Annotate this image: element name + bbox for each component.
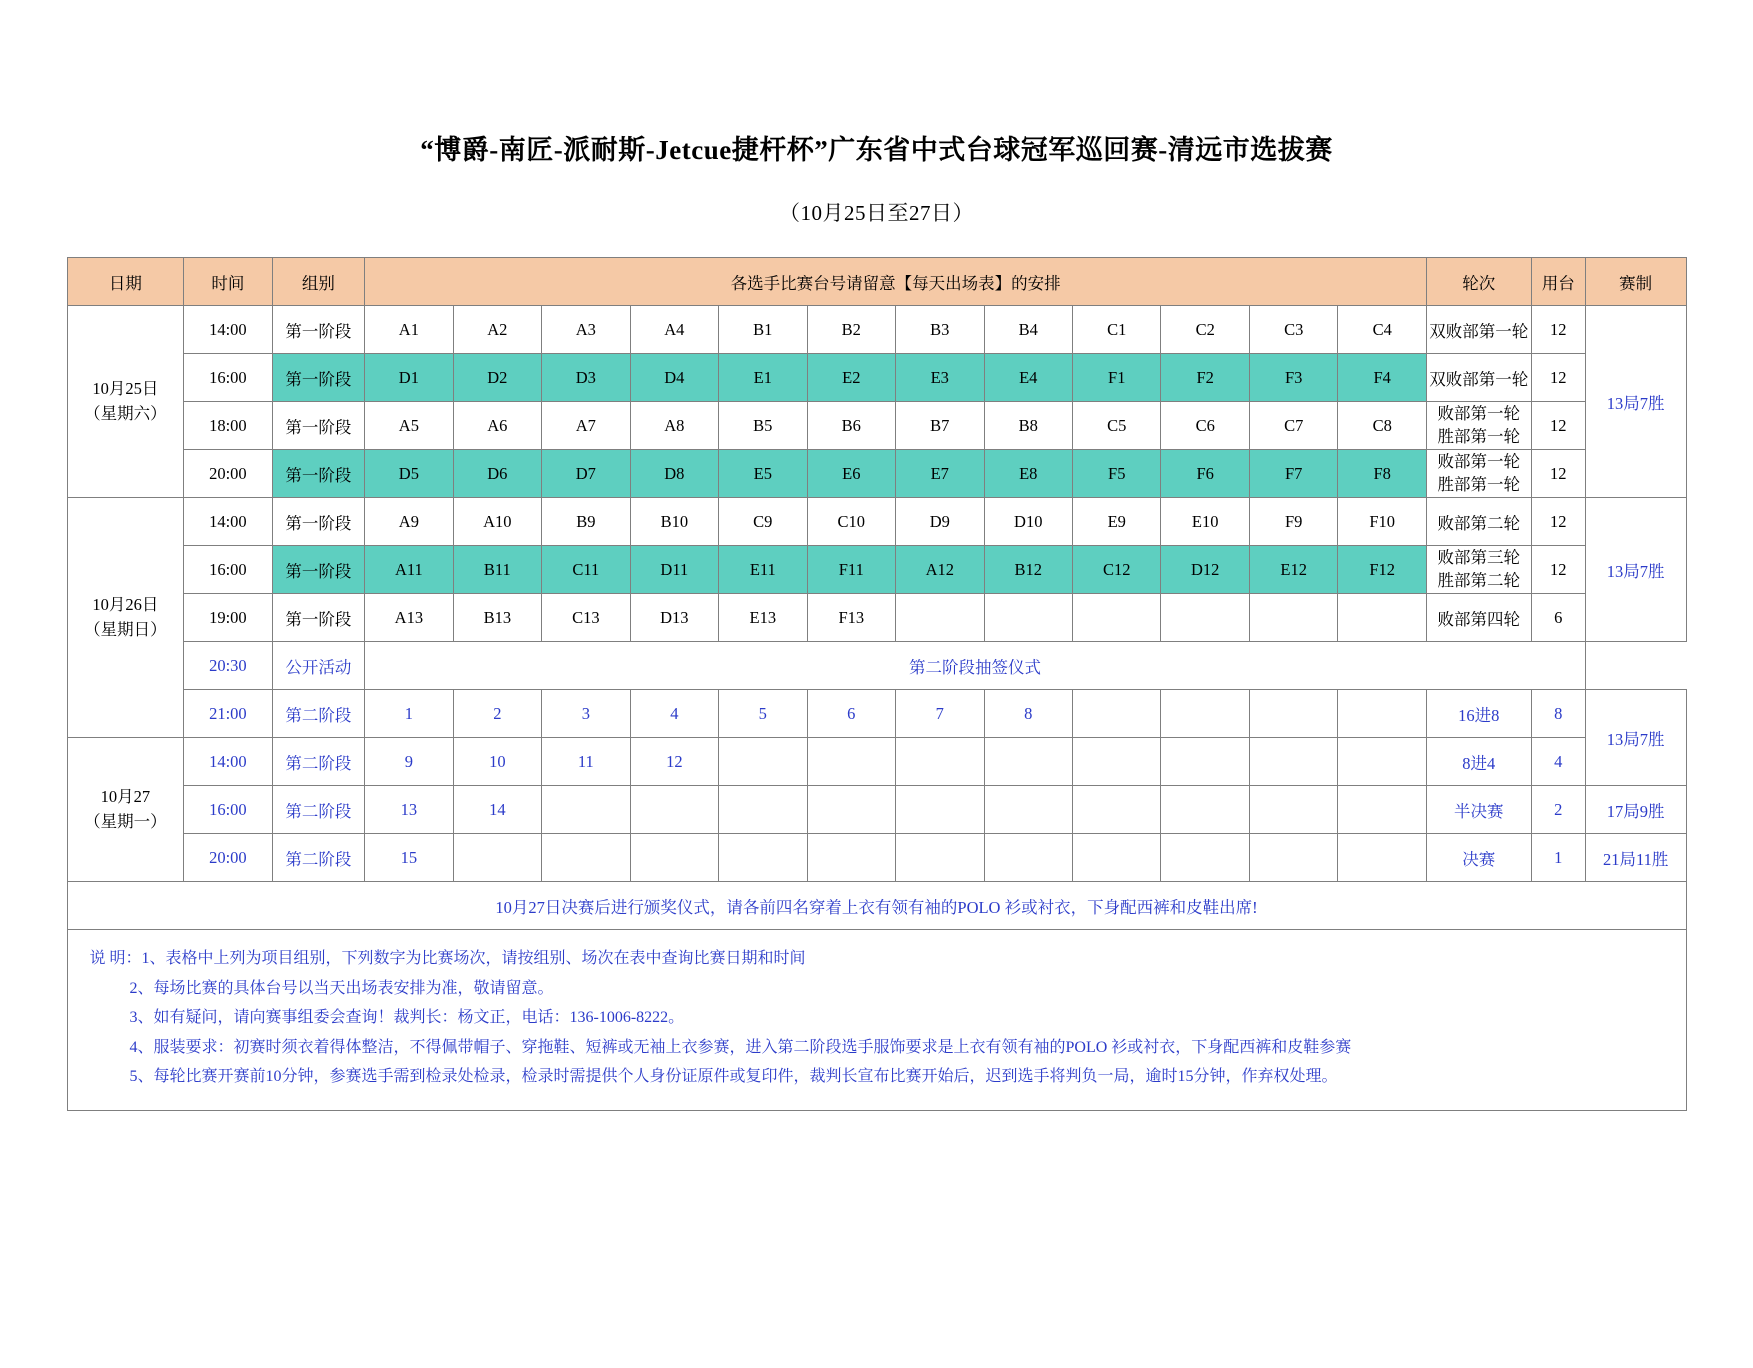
cell-group: 第二阶段 (272, 786, 365, 834)
cell-format: 17局9胜 (1585, 786, 1686, 834)
cell-time: 18:00 (184, 402, 272, 450)
document-page (0, 128, 1753, 1368)
cell-slot: F4 (1338, 354, 1427, 402)
cell-slot: A12 (896, 546, 984, 594)
cell-slot (630, 834, 718, 882)
cell-slot: 7 (896, 690, 984, 738)
cell-group: 公开活动 (272, 642, 365, 690)
cell-tables: 12 (1531, 450, 1585, 498)
cell-round: 败部第一轮 胜部第一轮 (1427, 450, 1532, 498)
cell-slot: B8 (984, 402, 1072, 450)
cell-slot (1073, 594, 1161, 642)
table-row (67, 450, 1686, 498)
cell-slot: 14 (453, 786, 541, 834)
cell-slot (984, 594, 1072, 642)
cell-slot: D4 (630, 354, 718, 402)
notes-box (67, 930, 1687, 1111)
cell-slot: C2 (1161, 306, 1249, 354)
cell-slot: A13 (365, 594, 453, 642)
table-row (67, 690, 1686, 738)
cell-slot: A8 (630, 402, 718, 450)
cell-slot: D12 (1161, 546, 1249, 594)
cell-date: 10月25日 （星期六） (67, 306, 184, 498)
cell-slot: B9 (542, 498, 630, 546)
cell-slot (1249, 690, 1337, 738)
cell-slot: C3 (1249, 306, 1337, 354)
cell-time: 19:00 (184, 594, 272, 642)
table-row (67, 738, 1686, 786)
cell-slot (896, 738, 984, 786)
cell-round: 败部第一轮 胜部第一轮 (1427, 402, 1532, 450)
cell-slot (984, 786, 1072, 834)
cell-slot (807, 738, 895, 786)
cell-slot: 4 (630, 690, 718, 738)
cell-slot: B4 (984, 306, 1072, 354)
cell-slot: C9 (719, 498, 807, 546)
header-format: 赛制 (1585, 258, 1686, 306)
cell-slot: B7 (896, 402, 984, 450)
cell-slot: C7 (1249, 402, 1337, 450)
cell-slot (807, 786, 895, 834)
cell-tables: 2 (1531, 786, 1585, 834)
note-line-4: 4、服装要求：初赛时须衣着得体整洁，不得佩带帽子、穿拖鞋、短裤或无袖上衣参赛，进入第二阶段选手服饰要求是上衣有领有袖的POLO 衫或衬衣，下身配西裤和皮鞋参赛 (129, 1038, 1352, 1056)
cell-date: 10月27 （星期一） (67, 738, 184, 882)
cell-slot: D6 (453, 450, 541, 498)
cell-slot: A10 (453, 498, 541, 546)
cell-slot: A2 (453, 306, 541, 354)
cell-notice: 10月27日决赛后进行颁奖仪式，请各前四名穿着上衣有领有袖的POLO 衫或衬衣，下身配西裤和皮鞋出席! (67, 882, 1686, 930)
cell-slot: B2 (807, 306, 895, 354)
cell-tables: 4 (1531, 738, 1585, 786)
cell-tables: 8 (1531, 690, 1585, 738)
cell-time: 21:00 (184, 690, 272, 738)
header-slots: 各选手比赛台号请留意【每天出场表】的安排 (365, 258, 1427, 306)
cell-slot (1249, 786, 1337, 834)
cell-slot: A4 (630, 306, 718, 354)
cell-format: 13局7胜 (1585, 306, 1686, 498)
cell-tables: 1 (1531, 834, 1585, 882)
cell-date: 10月26日 （星期日） (67, 498, 184, 738)
cell-slot: F5 (1073, 450, 1161, 498)
cell-slot (1338, 834, 1427, 882)
cell-tables: 12 (1531, 306, 1585, 354)
cell-group: 第二阶段 (272, 738, 365, 786)
cell-slot (542, 786, 630, 834)
table-row (67, 786, 1686, 834)
cell-slot: F7 (1249, 450, 1337, 498)
cell-slot (1161, 690, 1249, 738)
cell-time: 20:30 (184, 642, 272, 690)
header-round: 轮次 (1427, 258, 1532, 306)
cell-slot: 3 (542, 690, 630, 738)
cell-tables: 6 (1531, 594, 1585, 642)
table-row (67, 498, 1686, 546)
cell-slot: C8 (1338, 402, 1427, 450)
cell-slot: C6 (1161, 402, 1249, 450)
cell-slot (1161, 594, 1249, 642)
cell-slot: D7 (542, 450, 630, 498)
cell-slot: D2 (453, 354, 541, 402)
cell-tables: 12 (1531, 546, 1585, 594)
cell-round: 败部第三轮 胜部第二轮 (1427, 546, 1532, 594)
cell-slot: D13 (630, 594, 718, 642)
cell-slot: A6 (453, 402, 541, 450)
cell-slot: B5 (719, 402, 807, 450)
cell-slot: F12 (1338, 546, 1427, 594)
cell-slot: 15 (365, 834, 453, 882)
cell-slot: F13 (807, 594, 895, 642)
schedule-body (67, 306, 1686, 930)
cell-slot: F1 (1073, 354, 1161, 402)
cell-slot (453, 834, 541, 882)
note-line-3: 3、如有疑问，请向赛事组委会查询！裁判长：杨文正，电话：136-1006-8222。 (129, 1009, 685, 1027)
cell-time: 16:00 (184, 546, 272, 594)
cell-slot: D8 (630, 450, 718, 498)
cell-time: 20:00 (184, 834, 272, 882)
cell-slot: D10 (984, 498, 1072, 546)
cell-tables: 12 (1531, 498, 1585, 546)
cell-slot: D9 (896, 498, 984, 546)
cell-slot (1338, 690, 1427, 738)
cell-slot: F6 (1161, 450, 1249, 498)
cell-slot: 9 (365, 738, 453, 786)
note-line-5: 5、每轮比赛开赛前10分钟，参赛选手需到检录处检录，检录时需提供个人身份证原件或复印件，裁判长宣布比赛开始后，迟到选手将判负一局，逾时15分钟，作弃权处理。 (129, 1068, 1338, 1086)
table-row (67, 642, 1686, 690)
cell-slot: E13 (719, 594, 807, 642)
header-date: 日期 (67, 258, 184, 306)
cell-group: 第一阶段 (272, 354, 365, 402)
cell-slot: F11 (807, 546, 895, 594)
cell-slot: E10 (1161, 498, 1249, 546)
cell-slot (984, 738, 1072, 786)
cell-slot: E4 (984, 354, 1072, 402)
table-row (67, 546, 1686, 594)
cell-slot (1073, 690, 1161, 738)
cell-slot: A9 (365, 498, 453, 546)
cell-slot: E8 (984, 450, 1072, 498)
table-row (67, 594, 1686, 642)
page-title: “博爵-南匠-派耐斯-Jetcue捷杆杯”广东省中式台球冠军巡回赛-清远市选拔赛 (420, 135, 1333, 165)
cell-slot (1338, 786, 1427, 834)
cell-slot (1073, 834, 1161, 882)
cell-slot: A11 (365, 546, 453, 594)
cell-tables: 12 (1531, 402, 1585, 450)
cell-group: 第二阶段 (272, 834, 365, 882)
cell-time: 14:00 (184, 306, 272, 354)
cell-slot: E5 (719, 450, 807, 498)
cell-slot (719, 738, 807, 786)
cell-slot (1161, 834, 1249, 882)
header-tables: 用台 (1531, 258, 1585, 306)
cell-slot: B13 (453, 594, 541, 642)
schedule-table (67, 257, 1687, 930)
cell-slot (1161, 738, 1249, 786)
cell-slot (896, 594, 984, 642)
cell-format: 13局7胜 (1585, 498, 1686, 642)
cell-slot: F9 (1249, 498, 1337, 546)
cell-slot (1249, 834, 1337, 882)
cell-slot: E2 (807, 354, 895, 402)
cell-slot: A1 (365, 306, 453, 354)
cell-slot: D3 (542, 354, 630, 402)
cell-slot: E7 (896, 450, 984, 498)
cell-slot: E11 (719, 546, 807, 594)
cell-slot (1338, 594, 1427, 642)
cell-round: 败部第二轮 (1427, 498, 1532, 546)
cell-slot: E6 (807, 450, 895, 498)
cell-time: 16:00 (184, 354, 272, 402)
cell-slot: 13 (365, 786, 453, 834)
cell-slot: D5 (365, 450, 453, 498)
cell-slot: 2 (453, 690, 541, 738)
cell-slot: 12 (630, 738, 718, 786)
cell-round: 双败部第一轮 (1427, 354, 1532, 402)
cell-round: 半决赛 (1427, 786, 1532, 834)
cell-slot: E9 (1073, 498, 1161, 546)
cell-time: 20:00 (184, 450, 272, 498)
cell-slot: 11 (542, 738, 630, 786)
cell-slot: F8 (1338, 450, 1427, 498)
cell-format: 13局7胜 (1585, 690, 1686, 786)
cell-group: 第一阶段 (272, 450, 365, 498)
header-time: 时间 (184, 258, 272, 306)
cell-round: 双败部第一轮 (1427, 306, 1532, 354)
cell-time: 14:00 (184, 738, 272, 786)
cell-slot (984, 834, 1072, 882)
cell-slot: 5 (719, 690, 807, 738)
cell-slot: E3 (896, 354, 984, 402)
cell-slot: A3 (542, 306, 630, 354)
cell-slot: C10 (807, 498, 895, 546)
table-header-row (67, 258, 1686, 306)
cell-ceremony: 第二阶段抽签仪式 (365, 642, 1586, 690)
cell-tables: 12 (1531, 354, 1585, 402)
cell-group: 第一阶段 (272, 498, 365, 546)
cell-slot: B1 (719, 306, 807, 354)
cell-slot (896, 834, 984, 882)
cell-slot: D1 (365, 354, 453, 402)
cell-format: 21局11胜 (1585, 834, 1686, 882)
cell-group: 第一阶段 (272, 546, 365, 594)
cell-slot: 1 (365, 690, 453, 738)
cell-slot: 8 (984, 690, 1072, 738)
table-row (67, 306, 1686, 354)
cell-slot (1249, 738, 1337, 786)
table-row (67, 402, 1686, 450)
cell-slot: D11 (630, 546, 718, 594)
cell-slot (542, 834, 630, 882)
cell-slot: B3 (896, 306, 984, 354)
cell-slot (807, 834, 895, 882)
cell-slot: C1 (1073, 306, 1161, 354)
cell-slot (1338, 738, 1427, 786)
cell-slot: B6 (807, 402, 895, 450)
cell-slot: 6 (807, 690, 895, 738)
cell-slot: C5 (1073, 402, 1161, 450)
cell-slot (896, 786, 984, 834)
cell-group: 第一阶段 (272, 306, 365, 354)
cell-group: 第二阶段 (272, 690, 365, 738)
cell-slot: B10 (630, 498, 718, 546)
cell-slot: E1 (719, 354, 807, 402)
cell-group: 第一阶段 (272, 402, 365, 450)
cell-round: 16进8 (1427, 690, 1532, 738)
cell-slot (719, 834, 807, 882)
cell-slot: B12 (984, 546, 1072, 594)
cell-slot: A7 (542, 402, 630, 450)
cell-time: 16:00 (184, 786, 272, 834)
note-line-2: 2、每场比赛的具体台号以当天出场表安排为准，敬请留意。 (129, 979, 554, 997)
note-line-1: 说 明：1、表格中上列为项目组别，下列数字为比赛场次，请按组别、场次在表中查询比赛日期和时间 (89, 950, 806, 967)
cell-slot (1073, 786, 1161, 834)
cell-slot: C4 (1338, 306, 1427, 354)
cell-slot: 10 (453, 738, 541, 786)
table-row (67, 354, 1686, 402)
cell-time: 14:00 (184, 498, 272, 546)
cell-slot: C13 (542, 594, 630, 642)
cell-slot: F10 (1338, 498, 1427, 546)
cell-slot (630, 786, 718, 834)
page-subtitle: （10月25日至27日） (779, 201, 974, 225)
cell-slot: C11 (542, 546, 630, 594)
table-row (67, 834, 1686, 882)
cell-round: 败部第四轮 (1427, 594, 1532, 642)
cell-round: 决赛 (1427, 834, 1532, 882)
cell-slot: F3 (1249, 354, 1337, 402)
header-group: 组别 (272, 258, 365, 306)
cell-round: 8进4 (1427, 738, 1532, 786)
cell-slot: A5 (365, 402, 453, 450)
cell-slot: C12 (1073, 546, 1161, 594)
notice-row (67, 882, 1686, 930)
cell-slot (1249, 594, 1337, 642)
cell-slot (719, 786, 807, 834)
cell-slot: E12 (1249, 546, 1337, 594)
cell-slot: F2 (1161, 354, 1249, 402)
cell-slot (1073, 738, 1161, 786)
cell-group: 第一阶段 (272, 594, 365, 642)
cell-slot: B11 (453, 546, 541, 594)
cell-slot (1161, 786, 1249, 834)
